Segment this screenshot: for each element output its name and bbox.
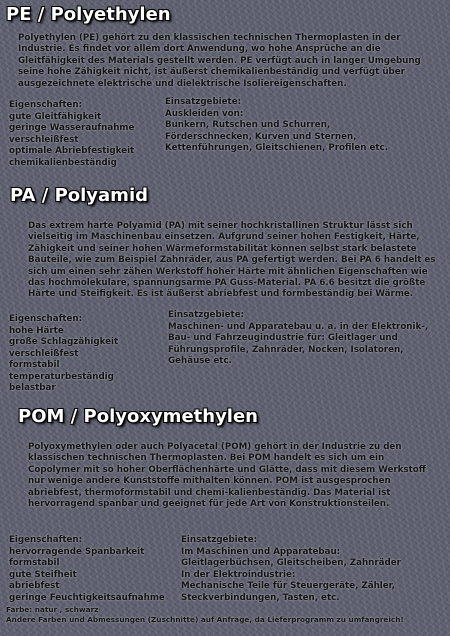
property-item: temperaturbeständig <box>9 371 114 382</box>
property-item: formstabil <box>9 360 60 370</box>
properties-label: Eigenschaften: <box>9 314 83 324</box>
property-item: abriebfest <box>9 581 60 591</box>
application-item: Förderschnecken, Kurven und Sternen, <box>165 131 357 142</box>
property-item: chemikalienbeständig <box>9 157 117 168</box>
properties-list-pom <box>9 535 165 604</box>
property-item: gute Gleitfähigkeit <box>9 111 102 122</box>
property-item: hervorragende Spanbarkeit <box>9 546 145 557</box>
application-item: Bau- und Fahrzeugindustrie für: Gleitlager und <box>168 333 398 343</box>
property-item: verschleißfest <box>9 134 79 145</box>
application-item: Bunkern, Rutschen und Schurren, <box>165 120 331 130</box>
property-item: verschleißfest <box>9 348 79 359</box>
application-item: Auskleiden von: <box>165 108 244 119</box>
application-item: Gehäuse etc. <box>168 356 232 366</box>
application-item: Im Maschinen und Apparatebau: <box>181 546 341 557</box>
section-title-pom: POM / Polyoxymethylen <box>18 406 258 427</box>
section-description-pa: Das extrem harte Polyamid (PA) mit seiner hochkristallinen Struktur lässt sich vielseitig im Maschinenbau einsetzen. Aufgrund seiner hohen Festigkeit, Härte, Zähigkeit und seiner hohen Wärmeformstabilität können selbst stark belastete Bauteile, wie zum Beispiel Zahnräder, aus PA gefertigt werden. Bei PA 6 handelt es sich um einen sehr zähen Werkstoff hoher Härte mit ähnlichen Eigenschaften wie das hochmolekulare, spannungsarme PA Guss-Material. PA 6.6 besitzt die größte Härte und Steifigkeit. Es ist äußerst abriebfest und formbeständig bei Wärme. <box>28 221 436 300</box>
property-item: gute Steifheit <box>9 569 77 580</box>
properties-label: Eigenschaften: <box>9 535 83 545</box>
application-item: Maschinen- und Apparatebau u. a. in der Elektronik-, <box>168 321 429 332</box>
property-item: geringe Wasseraufnahme <box>9 123 135 133</box>
applications-list-pa <box>168 310 428 368</box>
applications-label: Einsatzgebiete: <box>165 97 242 107</box>
section-title-pa: PA / Polyamid <box>10 185 148 206</box>
section-title-pe: PE / Polyethylen <box>6 4 171 25</box>
applications-label: Einsatzgebiete: <box>181 535 258 545</box>
applications-list-pom <box>181 535 401 604</box>
applications-list-pe <box>165 97 388 155</box>
property-item: hohe Härte <box>9 325 64 336</box>
footer-note: Andere Farben und Abmessungen (Zuschnitte) auf Anfrage, da Lieferprogramm zu umfangreich! <box>6 615 404 624</box>
applications-label: Einsatzgebiete: <box>168 310 245 320</box>
property-item: belastbar <box>9 383 56 393</box>
section-description-pom: Polyoxymethylen oder auch Polyacetal (POM) gehört in der Industrie zu den klassischen technischen Thermoplasten. Bei POM handelt es sich um ein Copolymer mit so hoher Oberflächenhärte und Glätte, dass mit diesem Werkstoff nur wenige andere Kunststoffe mithalten können. POM ist ausgesprochen abriebfest, thermoformstabil und chemi-kalienbeständig. Das Material ist hervorragend spanbar und geeignet für jede Art von Konstruktionsteilen. <box>28 442 426 510</box>
property-item: optimale Abriebfestigkeit <box>9 146 135 156</box>
application-item: Führungsprofile, Zahnräder, Nocken, Isolatoren, <box>168 344 404 355</box>
property-item: geringe Feuchtigkeitsaufnahme <box>9 592 165 603</box>
application-item: Steckverbindungen, Tasten, etc. <box>181 592 340 603</box>
footer-colors: Farbe: natur , schwarz <box>6 605 99 614</box>
properties-label: Eigenschaften: <box>9 100 83 110</box>
property-item: große Schlagzähigkeit <box>9 337 119 347</box>
property-item: formstabil <box>9 558 60 568</box>
application-item: In der Elektroindustrie: <box>181 569 296 580</box>
properties-list-pa <box>9 314 118 395</box>
properties-list-pe <box>9 100 134 169</box>
section-description-pe: Polyethylen (PE) gehört zu den klassischen technischen Thermoplasten in der Industrie. Es findet vor allem dort Anwendung, wo hohe Ansprüche an die Gleitfähigkeit des Materials gestellt werden. PE verfügt auch in langer Umgebung seine hohe Zähigkeit nicht, ist äußerst chemikalienbeständig und verfügt über ausgezeichnete elektrische und dielektrische Isoliereigenschaften. <box>18 33 421 89</box>
application-item: Mechanische Teile für Steuergeräte, Zähler, <box>181 581 395 591</box>
application-item: Gleitlagerbüchsen, Gleitscheiben, Zahnräder <box>181 558 401 568</box>
application-item: Kettenführungen, Gleitschienen, Profilen etc. <box>165 143 389 153</box>
